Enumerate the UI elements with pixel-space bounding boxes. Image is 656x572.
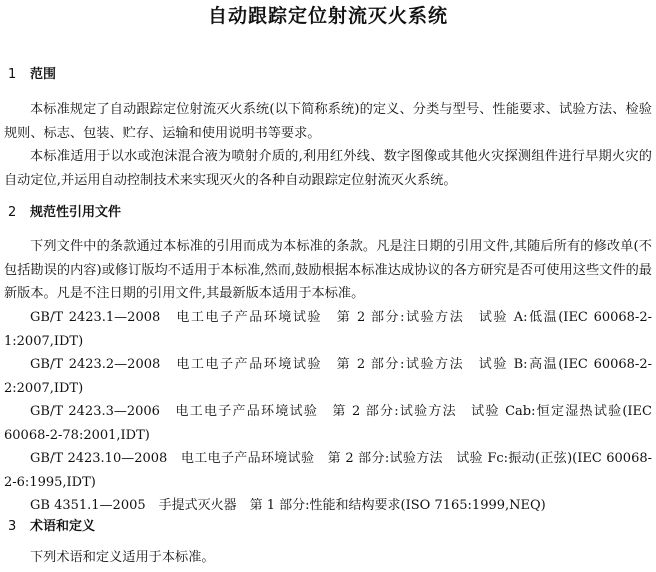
reference-list [4, 306, 652, 518]
reference-item-gb-4351-1: GB 4351.1—2005 手提式灭火器 第 1 部分:性能和结构要求(ISO 7165:1999,NEQ) [30, 498, 546, 513]
section-number: 3 [8, 519, 17, 534]
scope-paragraph-2: 本标准适用于以水或泡沫混合液为喷射介质的,利用红外线、数字图像或其他火灾探测组件进行早期火灾的自动定位,并运用自动控制技术来实现灭火的各种自动跟踪定位射流灭火系统。 [4, 149, 652, 188]
section-number: 2 [8, 205, 17, 220]
section-heading-terms-definitions [8, 518, 95, 536]
reference-item-gbt-2423-1: GB/T 2423.1—2008 电工电子产品环境试验 第 2 部分:试验方法 试验 A:低温(IEC 60068-2-1:2007,IDT) [4, 310, 652, 349]
section-heading-scope [8, 66, 56, 84]
section-heading-normative-references [8, 204, 121, 222]
scope-paragraph-1: 本标准规定了自动跟踪定位射流灭火系统(以下简称系统)的定义、分类与型号、性能要求、试验方法、检验规则、标志、包装、贮存、运输和使用说明书等要求。 [4, 102, 652, 141]
document-title: 自动跟踪定位射流灭火系统 [207, 5, 448, 27]
section-title: 范围 [30, 67, 57, 82]
section-title: 规范性引用文件 [30, 205, 122, 220]
reference-item-gbt-2423-10: GB/T 2423.10—2008 电工电子产品环境试验 第 2 部分:试验方法 试验 Fc:振动(正弦)(IEC 60068-2-6:1995,IDT) [4, 451, 652, 490]
reference-item-gbt-2423-3: GB/T 2423.3—2006 电工电子产品环境试验 第 2 部分:试验方法 试验 Cab:恒定湿热试验(IEC 60068-2-78:2001,IDT) [4, 404, 652, 443]
references-intro-paragraph: 下列文件中的条款通过本标准的引用而成为本标准的条款。凡是注日期的引用文件,其随后所有的修改单(不包括勘误的内容)或修订版均不适用于本标准,然而,鼓励根据本标准达成协议的各方研究是否可使用这些文件的最新版本。凡是不注日期的引用文件,其最新版本适用于本标准。 [4, 239, 652, 301]
terms-intro-paragraph: 下列术语和定义适用于本标准。 [30, 550, 215, 565]
section-title: 术语和定义 [30, 519, 96, 534]
section-number: 1 [8, 67, 17, 82]
reference-item-gbt-2423-2: GB/T 2423.2—2008 电工电子产品环境试验 第 2 部分:试验方法 试验 B:高温(IEC 60068-2-2:2007,IDT) [4, 357, 652, 396]
